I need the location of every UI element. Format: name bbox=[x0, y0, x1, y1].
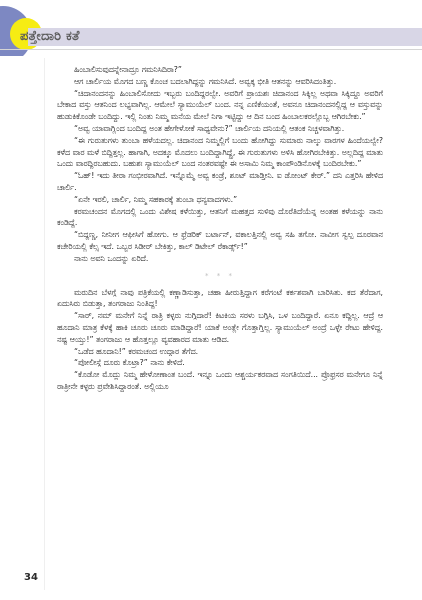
paragraph-3: “ಚಿದಾನಂದನನ್ನು ಹಿಂಬಾಲಿಸೋದು ಇಬ್ಬರು ಬಂದಿದ್ದರಲ್ವೇ. ಅವರಿಗೆ ಪ್ರಾಯಶಃ ಚಿದಾನಂದ ಸಿಕ್ಕಿಲ್ಲ ಅಥವಾ ಸಿಕ್ಕಿದ್ದೂ ಅವರಿಗೆ ಬೇಕಾದ ವಸ್ತು ಆತನಿಂದ ಲಭ್ಯವಾಗಿಲ್ಲ. ಆಮೇಲೆ ಸ್ಯಾಮುಯೆಲ್ ಬಂದ. ನನ್ನ ಎಣಿಕೆಯಂತೆ, ಅವನೂ ಚಿದಾನಂದನಲ್ಲಿದ್ದ ಆ ವಸ್ತುವನ್ನು ಹುಡುಕಿಕೊಂಡೇ ಬಂದಿದ್ದು. ಇಲ್ಲಿ ನಿಂತು ನಿಮ್ಮ ಮನೆಯ ಮೇಲೆ ನಿಗಾ ಇಟ್ಟಿದ್ದು ಆ ದಿನ ಬಂದ ಹಿಂಬಾಲಕರಲ್ಲೊಬ್ಬ ಆಗಿರಬೇಕು.” bbox=[57, 88, 383, 122]
paragraph-13: “ಒಡೆದ ಹೂದಾನಿ!” ಕರಮಚಂದ ಉದ್ಗಾರ ತೆಗೆದ. bbox=[74, 346, 199, 356]
paragraph-11: ಮರುದಿನ ಬೆಳಗ್ಗೆ ನಾವು ಪತ್ರಿಕೆಯಲ್ಲಿ ಕಣ್ಣಾಡಿಸುತ್ತಾ, ಚಹಾ ಹೀರುತ್ತಿದ್ದಾಗ ಕರೆಗಂಟೆ ಕರ್ಕಶವಾಗಿ ಬಾರಿಸಿತು. ಕದ ತೆರೆದಾಗ, ಏದುಸಿರು ಬಿಡುತ್ತಾ, ತಂಗರಾಜು ನಿಂತಿದ್ದ! bbox=[57, 287, 383, 309]
left-margin-guide bbox=[44, 58, 45, 590]
paragraph-9: “ಬಿದ್ದಣ್ಣ, ನೀನೀಗ ಆಫೀಸಿಗೆ ಹೋಗು. ಆ ಫ್ರೆಡರಿಕ್ ಬರ್ಟಾನ್, ವಕಾಲತ್ತಿನಲ್ಲಿ ಅವ್ವ ಸಹಿ ತಗೋ. ನಾವೀಗ ಸ್ವಲ್ಪ ದೂರವಾನ ಕಚೇರಿಯಲ್ಲಿ ಕೆಲ್ಸ ಇದೆ. ಒಬ್ಬರ ಸಿಡೀರ್ ಬೇಕಿತ್ತು, ಕಾಲ್ ಡಿಟೇಲ್ ರೆಕಾರ್ಡ್ಸ್!” bbox=[57, 230, 383, 251]
paragraph-14: “ಪೋಲೀಸ್ಗೆ ದೂರು ಕೊಟ್ರಾ?” ನಾನು ಕೇಳಿದೆ. bbox=[74, 358, 185, 368]
story-text-block bbox=[57, 64, 383, 393]
header-band bbox=[28, 28, 422, 46]
paragraph-7: “ಏನೇ ಇರಲಿ, ಚಾರ್ಲಿ, ನಿಮ್ಮ ಸಹಕಾರಕ್ಕೆ ತುಂಬಾ ಧನ್ಯವಾದಗಳು.” bbox=[74, 194, 238, 204]
paragraph-8: ಕರಮಚಂದನ ಮೊಗದಲ್ಲಿ ಒಂದು ವಿಶೇಷ ಕಳೆಯಿತ್ತು, ಆತನಿಗೆ ಮಹತ್ತದ ಸುಳಿವು ದೊರೆತಿದೆಯೆನ್ನ ಅಂತಹ ಕಳೆಯನ್ನು ನಾನು ಕಂಡಿದ್ದೆ. bbox=[57, 206, 383, 228]
scene-separator: * * * bbox=[205, 271, 235, 280]
paragraph-10: ನಾನು ಅವನಿ ಒಂದನ್ನು ಏರಿದೆ. bbox=[74, 253, 149, 263]
header-divider bbox=[0, 49, 422, 50]
paragraph-6: “ಓಹ್! ಇದು ತೀರಾ ಗಂಭೀರವಾಗಿದೆ. ಇನ್ನೊಮ್ಮೆ ಅವ್ವ ಕಂಡ್ರೆ, ಶೂಟ್ ಮಾಡ್ತೀನಿ. ಐ ಡೋಂಟ್ ಕೇರ್.” ದನಿ ಎತ್ತರಿಸಿ ಹೇಳಿದ ಚಾರ್ಲಿ. bbox=[57, 171, 383, 192]
paragraph-2: ಆಗ ಚಾರ್ಲಿಯ ಮೊಗದ ಬಣ್ಣ ಕೊಂಚ ಬದಲಾಗಿದ್ದನ್ನು ಗಮನಿಸಿದೆ. ಅವ್ವಕ್ಕ ಭೀತಿ ಆತನನ್ನು ಆವರಿಸಿದಂತಿತ್ತು. bbox=[74, 76, 337, 86]
section-title: ಪತ್ತೇದಾರಿ ಕತೆ bbox=[20, 29, 80, 44]
paragraph-5: “ಈ ಗುರುತುಗಳು ತುಂಬಾ ಹಳೆಯದಲ್ಲ. ಚಿದಾನಂದ ನಿಮ್ಮಲ್ಲಿಗೆ ಬಂದು ಹೋಗಿದ್ದು ಸುಮಾರು ನಾಲ್ಕು ವಾರಗಳ ಹಿಂದೆಯಲ್ವೇ? ಕಳೆದ ವಾರ ಮಳೆ ಬಿದ್ದಿತ್ತಲ್ಲ. ಹಾಗಾಗಿ, ಅದಕ್ಕೂ ಮೊದಲು ಬಂದಿದ್ದಾಗಿದ್ದ್ರೆ, ಈ ಗುರುತುಗಳು ಅಳಿಸಿ ಹೋಗಿರಬೇಕಿತ್ತು. ಅಲ್ಲದಿದ್ದ ಮಾತು ಒಂದು ವಾರದ್ದಿರಬಹುದು. ಬಹುಶಃ ಸ್ಯಾಮುಯೆಲ್ ಬಂದ ನಂತರವಷ್ಟೇ ಈ ಅಸಾಮಿ ನಿಮ್ಮ ಕಾಂಪೌಂಡಿನೊಳಕ್ಕೆ ಬಂದಿರಬೇಕು.” bbox=[57, 135, 383, 169]
paragraph-15: “ಕೊಡೋ ಮೊದ್ಲು ನಿಮ್ಮ ಹೇಳೋಣಾಂತ ಬಂದೆ. ಇನ್ನೂ ಒಂದು ಆಶ್ಚರ್ಯಕರವಾದ ಸಂಗತಿಯಿದೆ... ಪ್ರೊಫ್ರಸರ ಮನೇಗೂ ನಿನ್ನೆ ರಾತ್ರೀನೇ ಕಳ್ಳರು ಪ್ರವೇಶಿಸಿದ್ದಾರಂತೆ. ಅಲ್ಲಿಯೂ bbox=[57, 370, 383, 391]
page-number: 34 bbox=[24, 572, 38, 583]
paragraph-4: “ಅವ್ವ ಯಾವಾಗ್ಲಿಂದ ಬಂದಿದ್ದ ಅಂತ ಹೇಗೇಳೋಕೆ ಸಾಧ್ಯವೇನು?” ಚಾರ್ಲಿಯ ದನಿಯಲ್ಲಿ ಆತಂಕ ನಿಚ್ಚಳವಾಗಿತ್ತು. bbox=[74, 123, 345, 133]
paragraph-12: “ಸಾರ್, ನಮ್ ಮನೇಗೆ ನಿನ್ನೆ ರಾತ್ರಿ ಕಳ್ಳರು ನುಗ್ಗಿದಾರೆ! ಕಿಟಕಿಯ ಸರಳು ಬಗ್ಗಿಸಿ, ಒಳ ಬಂದಿದ್ದಾರೆ. ಏನೂ ಕದ್ದಿಲ್ಲ. ಆದ್ರೆ ಆ ಹೂದಾನಿ ಮಾತ್ರ ಕೆಳಕ್ಕೆ ಹಾಕಿ ಚೂರು ಚೂರು ಮಾಡಿದ್ದಾರೆ! ಯಾಕೆ ಅಂತ್ಲೇ ಗೊತ್ತಾಗ್ತಿಲ್ಲ. ಸ್ಯಾಮುಯೆಲ್ ಅಂದ್ರೆ ಒಳ್ಳೇ ರೇಟು ಹೇಳಿದ್ದ. ನಷ್ಟ ಆಯ್ತು!” ತಂಗರಾಜು ಆ ಹೊತ್ತಲ್ಲೂ ವ್ಯವಹಾರದ ಮಾತು ಆಡಿದ. bbox=[57, 311, 383, 344]
paragraph-1: ಹಿಂಬಾಲಿಸುವುದನ್ನೇನಾದ್ರೂ ಗಮನಿಸಿದಿರಾ?” bbox=[74, 65, 182, 74]
